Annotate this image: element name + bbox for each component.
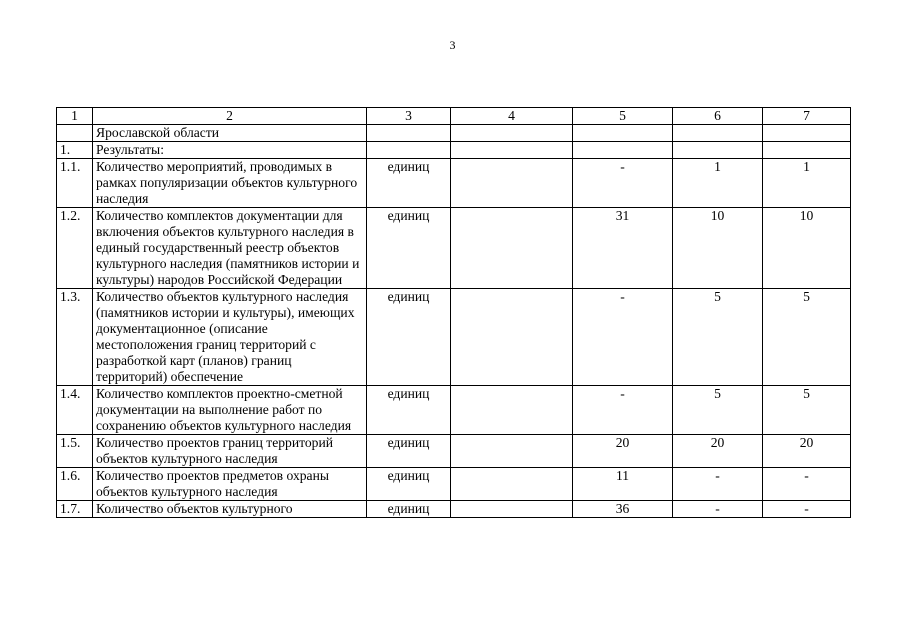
description-cell: Результаты: bbox=[93, 142, 367, 159]
col6-cell: 5 bbox=[673, 289, 763, 386]
header-cell: 6 bbox=[673, 108, 763, 125]
header-cell: 2 bbox=[93, 108, 367, 125]
description-cell: Количество объектов культурного наследия (памятников истории и культуры), имеющих документационное (описание местоположения границ территорий с разработкой карт (планов) границ территорий) обеспечение bbox=[93, 289, 367, 386]
header-cell: 7 bbox=[763, 108, 851, 125]
indicators-table bbox=[56, 107, 851, 518]
header-cell: 5 bbox=[573, 108, 673, 125]
col5-cell: 20 bbox=[573, 435, 673, 468]
col5-cell: - bbox=[573, 159, 673, 208]
row-number-cell: 1.2. bbox=[57, 208, 93, 289]
col7-cell: 5 bbox=[763, 289, 851, 386]
description-cell: Количество проектов границ территорий объектов культурного наследия bbox=[93, 435, 367, 468]
col6-cell: 20 bbox=[673, 435, 763, 468]
col7-cell: 10 bbox=[763, 208, 851, 289]
description-cell: Количество мероприятий, проводимых в рамках популяризации объектов культурного наследия bbox=[93, 159, 367, 208]
table-row bbox=[57, 142, 851, 159]
row-number-cell: 1.6. bbox=[57, 468, 93, 501]
header-cell: 4 bbox=[451, 108, 573, 125]
col6-cell: 10 bbox=[673, 208, 763, 289]
unit-cell bbox=[367, 125, 451, 142]
col4-cell bbox=[451, 208, 573, 289]
table-row bbox=[57, 159, 851, 208]
header-cell: 1 bbox=[57, 108, 93, 125]
unit-cell: единиц bbox=[367, 468, 451, 501]
table-row bbox=[57, 125, 851, 142]
col4-cell bbox=[451, 468, 573, 501]
col4-cell bbox=[451, 386, 573, 435]
description-cell: Количество проектов предметов охраны объектов культурного наследия bbox=[93, 468, 367, 501]
col5-cell bbox=[573, 125, 673, 142]
col7-cell bbox=[763, 125, 851, 142]
col4-cell bbox=[451, 289, 573, 386]
unit-cell bbox=[367, 142, 451, 159]
col4-cell bbox=[451, 159, 573, 208]
col7-cell: - bbox=[763, 501, 851, 518]
table-row bbox=[57, 468, 851, 501]
col4-cell bbox=[451, 125, 573, 142]
col5-cell: 31 bbox=[573, 208, 673, 289]
col5-cell: - bbox=[573, 386, 673, 435]
description-cell: Количество комплектов проектно-сметной документации на выполнение работ по сохранению объектов культурного наследия bbox=[93, 386, 367, 435]
col5-cell: 11 bbox=[573, 468, 673, 501]
col6-cell: 5 bbox=[673, 386, 763, 435]
col7-cell bbox=[763, 142, 851, 159]
col5-cell: 36 bbox=[573, 501, 673, 518]
col5-cell: - bbox=[573, 289, 673, 386]
col6-cell: - bbox=[673, 468, 763, 501]
table-row bbox=[57, 289, 851, 386]
unit-cell: единиц bbox=[367, 501, 451, 518]
unit-cell: единиц bbox=[367, 386, 451, 435]
row-number-cell: 1.1. bbox=[57, 159, 93, 208]
row-number-cell: 1.4. bbox=[57, 386, 93, 435]
table-row bbox=[57, 435, 851, 468]
col4-cell bbox=[451, 142, 573, 159]
col7-cell: 1 bbox=[763, 159, 851, 208]
col7-cell: - bbox=[763, 468, 851, 501]
col4-cell bbox=[451, 501, 573, 518]
row-number-cell bbox=[57, 125, 93, 142]
row-number-cell: 1. bbox=[57, 142, 93, 159]
col6-cell: - bbox=[673, 501, 763, 518]
page-number: 3 bbox=[449, 38, 456, 52]
description-cell: Ярославской области bbox=[93, 125, 367, 142]
header-row bbox=[57, 108, 851, 125]
row-number-cell: 1.7. bbox=[57, 501, 93, 518]
table-row bbox=[57, 386, 851, 435]
row-number-cell: 1.5. bbox=[57, 435, 93, 468]
description-cell: Количество объектов культурного bbox=[93, 501, 367, 518]
unit-cell: единиц bbox=[367, 208, 451, 289]
col6-cell: 1 bbox=[673, 159, 763, 208]
table-row bbox=[57, 501, 851, 518]
col4-cell bbox=[451, 435, 573, 468]
col6-cell bbox=[673, 125, 763, 142]
table-row bbox=[57, 208, 851, 289]
row-number-cell: 1.3. bbox=[57, 289, 93, 386]
unit-cell: единиц bbox=[367, 435, 451, 468]
unit-cell: единиц bbox=[367, 289, 451, 386]
col6-cell bbox=[673, 142, 763, 159]
description-cell: Количество комплектов документации для включения объектов культурного наследия в единый государственный реестр объектов культурного наследия (памятников истории и культуры) народов Российской Федерации bbox=[93, 208, 367, 289]
col5-cell bbox=[573, 142, 673, 159]
header-cell: 3 bbox=[367, 108, 451, 125]
col7-cell: 20 bbox=[763, 435, 851, 468]
unit-cell: единиц bbox=[367, 159, 451, 208]
col7-cell: 5 bbox=[763, 386, 851, 435]
